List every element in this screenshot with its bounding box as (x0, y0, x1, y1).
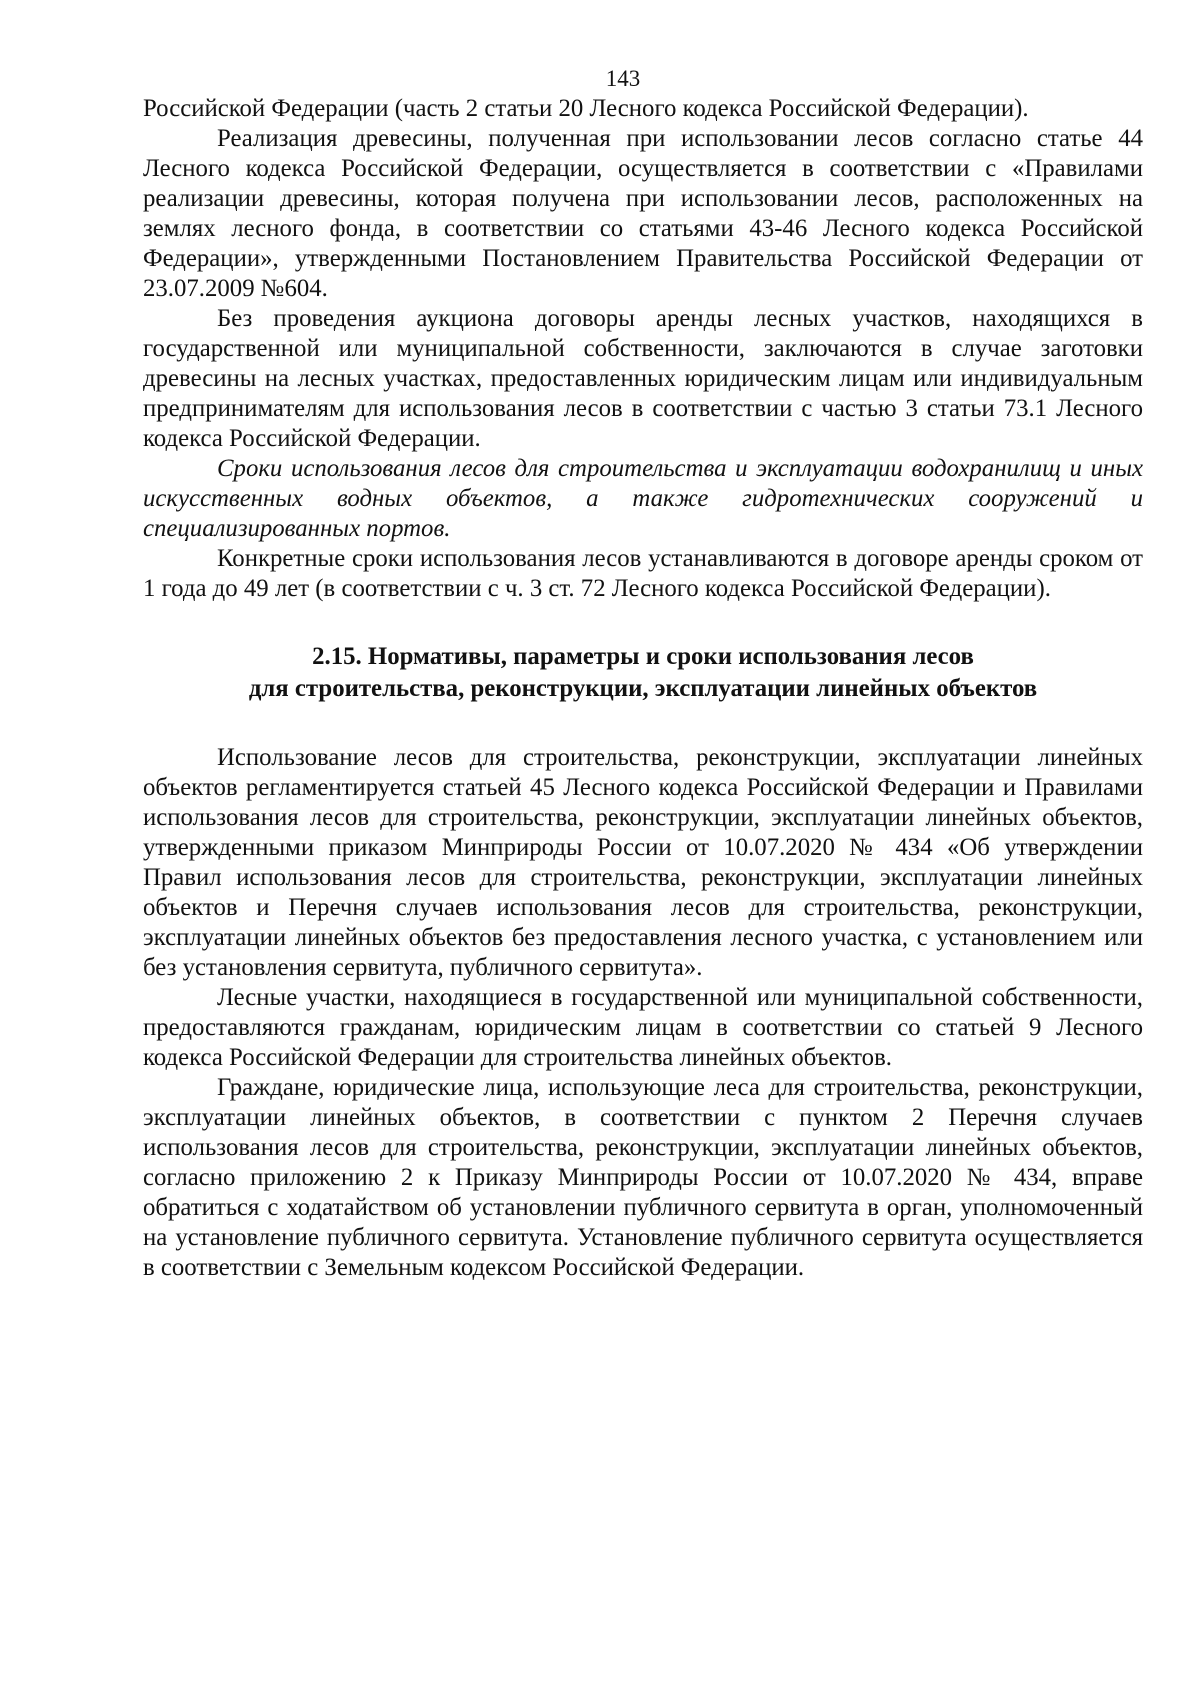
paragraph: Использование лесов для строительства, реконструкции, эксплуатации линейных объектов регламентируется статьей 45 Лесного кодекса Российской Федерации и Правилами использования лесов для строительства, реконструкции, эксплуатации линейных объектов, утвержденными приказом Минприроды России от 10.07.2020 № 434 «Об утверждении Правил использования лесов для строительства, реконструкции, эксплуатации линейных объектов и Перечня случаев использования лесов для строительства, реконструкции, эксплуатации линейных объектов без предоставления лесного участка, с установлением или без установления сервитута, публичного сервитута». (143, 744, 1143, 981)
paragraph: Лесные участки, находящиеся в государственной или муниципальной собственности, предоставляются гражданам, юридическим лицам в соответствии со статьей 9 Лесного кодекса Российской Федерации для строительства линейных объектов. (143, 984, 1143, 1071)
paragraph: Конкретные сроки использования лесов устанавливаются в договоре аренды сроком от 1 года до 49 лет (в соответствии с ч. 3 ст. 72 Лесного кодекса Российской Федерации). (143, 545, 1143, 602)
paragraph: Российской Федерации (часть 2 статьи 20 Лесного кодекса Российской Федерации). (143, 95, 1029, 122)
paragraph: Без проведения аукциона договоры аренды лесных участков, находящихся в государственной или муниципальной собственности, заключаются в случае заготовки древесины на лесных участках, предоставленных юридическим лицам или индивидуальным предпринимателям для использования лесов в соответствии с частью 3 статьи 73.1 Лесного кодекса Российской Федерации. (143, 305, 1143, 452)
page-number: 143 (605, 66, 641, 91)
document-page (143, 64, 1143, 1283)
section-heading-line: для строительства, реконструкции, эксплуатации линейных объектов (248, 675, 1038, 702)
paragraph: Граждане, юридические лица, использующие леса для строительства, реконструкции, эксплуатации линейных объектов, в соответствии с пунктом 2 Перечня случаев использования лесов для строительства, реконструкции, эксплуатации линейных объектов, согласно приложению 2 к Приказу Минприроды России от 10.07.2020 № 434, вправе обратиться с ходатайством об установлении публичного сервитута в орган, уполномоченный на установление публичного сервитута. Установление публичного сервитута осуществляется в соответствии с Земельным кодексом Российской Федерации. (143, 1074, 1143, 1281)
paragraph: Реализация древесины, полученная при использовании лесов согласно статье 44 Лесного кодекса Российской Федерации, осуществляется в соответствии с «Правилами реализации древесины, которая получена при использовании лесов, расположенных на землях лесного фонда, в соответствии со статьями 43-46 Лесного кодекса Российской Федерации», утвержденными Постановлением Правительства Российской Федерации от 23.07.2009 №604. (143, 125, 1143, 302)
section-heading (143, 641, 1143, 705)
italic-subheading: Сроки использования лесов для строительства и эксплуатации водохранилищ и иных искусственных водных объектов, а также гидротехнических сооружений и специализированных портов. (143, 455, 1143, 542)
section-heading-line: 2.15. Нормативы, параметры и сроки использования лесов (312, 643, 974, 670)
